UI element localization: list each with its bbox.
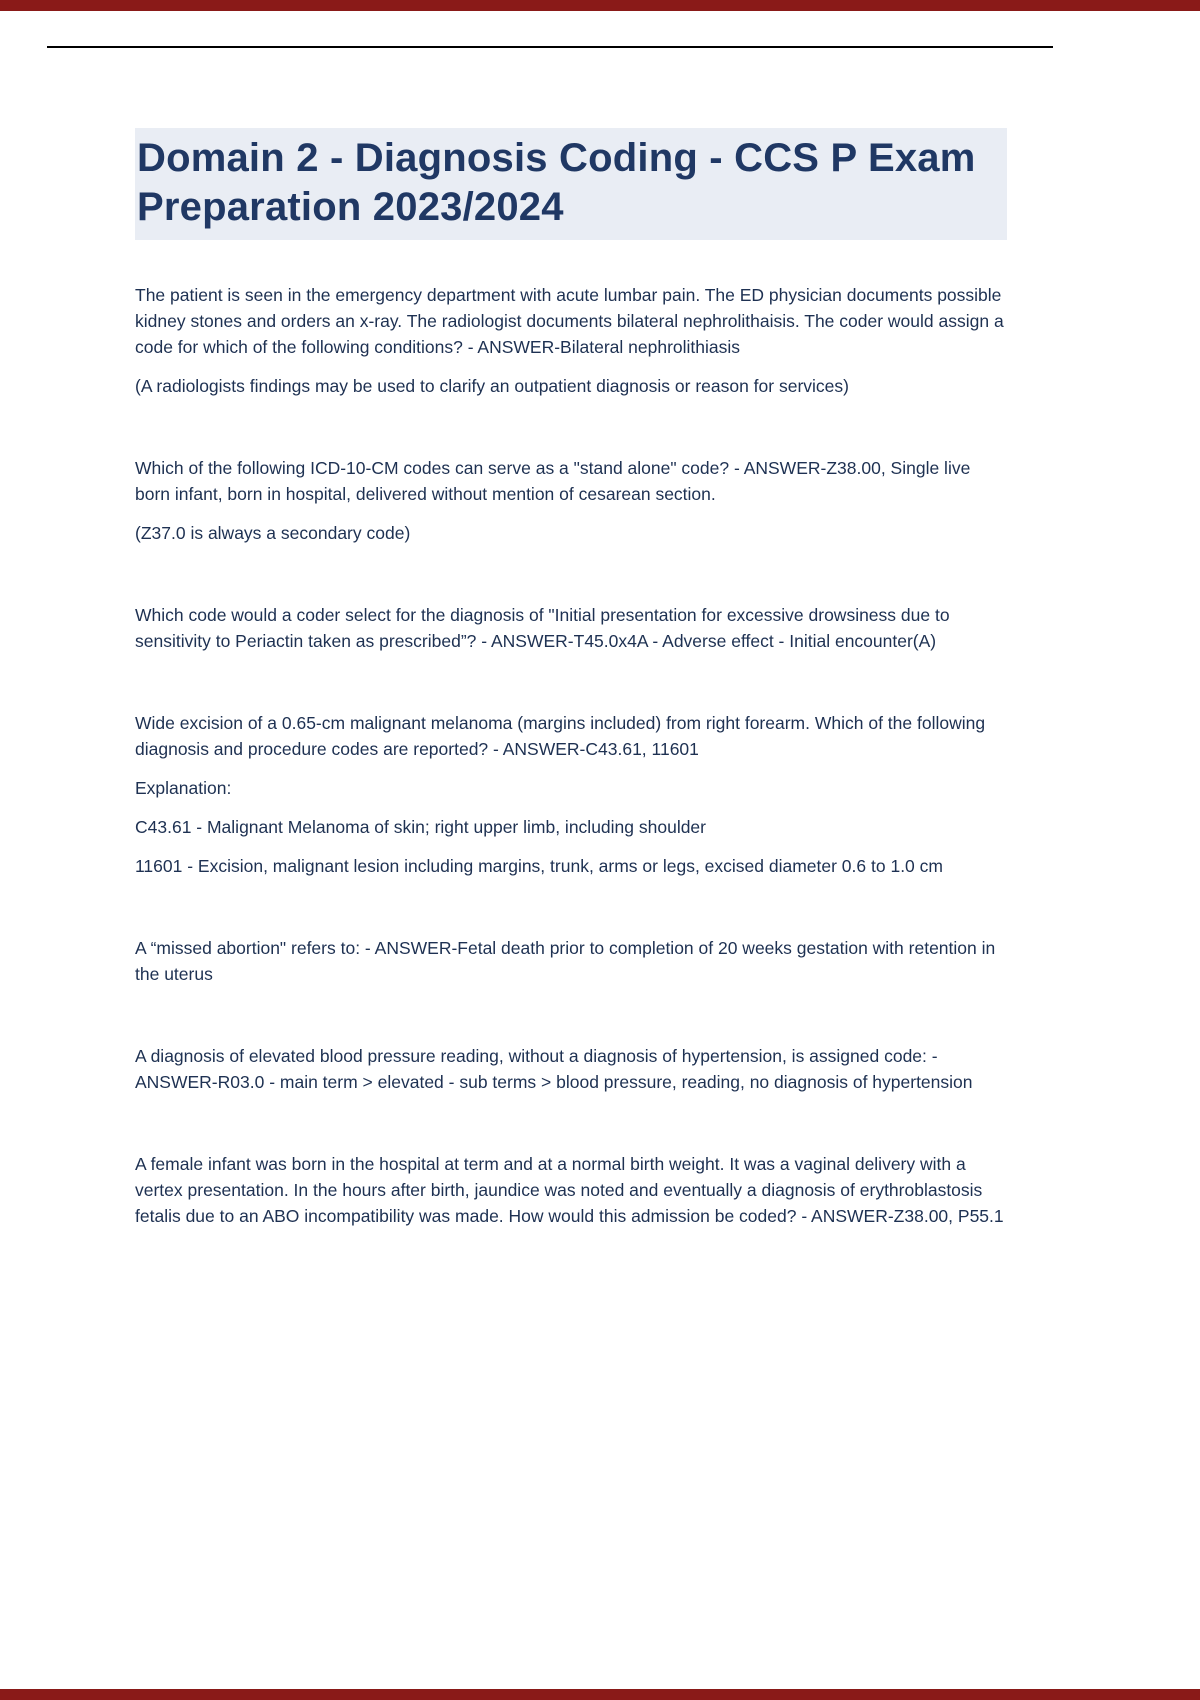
paragraph: Wide excision of a 0.65-cm malignant melanoma (margins included) from right forearm. Which of the following diagnosis and procedure codes are reported? - ANSWER-C43.61, 11601 — [135, 712, 986, 759]
question-answer-list — [135, 282, 1007, 1229]
paragraph: Which code would a coder select for the diagnosis of "Initial presentation for excessive drowsiness due to sensitivity to Periactin taken as prescribed”? - ANSWER-T45.0x4A - Adverse effect - Initial encounter(A) — [135, 604, 950, 651]
bottom-border-bar — [0, 1689, 1200, 1700]
document-content — [135, 128, 1007, 1242]
paragraph: (Z37.0 is always a secondary code) — [135, 522, 411, 543]
paragraph: A diagnosis of elevated blood pressure reading, without a diagnosis of hypertension, is assigned code: - ANSWER-R03.0 - main term > elevated - sub terms > blood pressure, reading, no diagnosis of hypertension — [135, 1045, 973, 1092]
page-title: Domain 2 - Diagnosis Coding - CCS P Exam Preparation 2023/2024 — [135, 128, 1007, 240]
paragraph: The patient is seen in the emergency department with acute lumbar pain. The ED physician documents possible kidney stones and orders an x-ray. The radiologist documents bilateral nephrolithaisis. The coder would assign a code for which of the following conditions? - ANSWER-Bilateral nephrolithiasis — [135, 284, 1004, 357]
paragraph: (A radiologists findings may be used to clarify an outpatient diagnosis or reason for services) — [135, 375, 849, 396]
paragraph: Explanation: — [135, 777, 232, 798]
paragraph: A “missed abortion" refers to: - ANSWER-Fetal death prior to completion of 20 weeks gestation with retention in the uterus — [135, 937, 996, 984]
paragraph: 11601 - Excision, malignant lesion including margins, trunk, arms or legs, excised diameter 0.6 to 1.0 cm — [135, 855, 943, 876]
paragraph: A female infant was born in the hospital at term and at a normal birth weight. It was a vaginal delivery with a vertex presentation. In the hours after birth, jaundice was noted and eventually a diagnosis of erythroblastosis fetalis due to an ABO incompatibility was made. How would this admission be coded? - ANSWER-Z38.00, P55.1 — [135, 1153, 1004, 1226]
paragraph: Which of the following ICD-10-CM codes can serve as a "stand alone" code? - ANSWER-Z38.00, Single live born infant, born in hospital, delivered without mention of cesarean section. — [135, 457, 971, 504]
paragraph: C43.61 - Malignant Melanoma of skin; right upper limb, including shoulder — [135, 816, 706, 837]
header-rule — [47, 46, 1053, 48]
top-border-bar — [0, 0, 1200, 11]
